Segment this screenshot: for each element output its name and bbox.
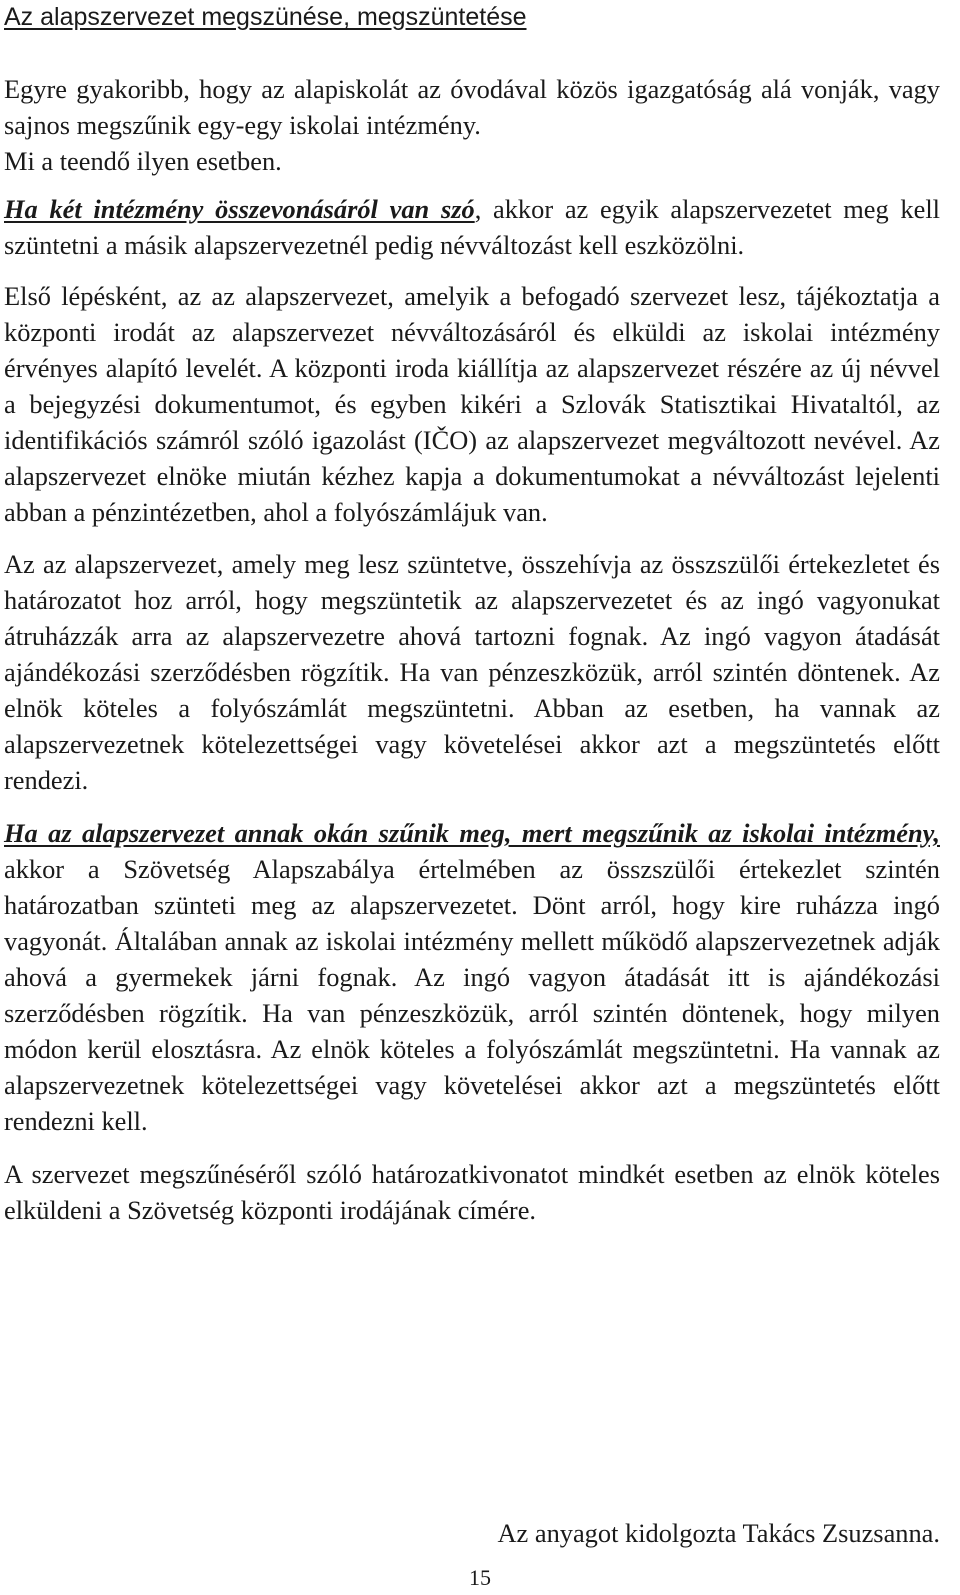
final-paragraph: A szervezet megszűnéséről szóló határozatkivonatot mindkét esetben az elnök köteles elküldeni a Szövetség központi irodájának címére. — [4, 1159, 940, 1225]
page-number: 15 — [469, 1565, 491, 1590]
case1-paragraph — [4, 191, 940, 263]
author-signature: Az anyagot kidolgozta Takács Zsuzsanna. — [497, 1518, 940, 1548]
case2-paragraph — [4, 815, 940, 1139]
steps-paragraph: Első lépésként, az az alapszervezet, amelyik a befogadó szervezet lesz, tájékoztatja a központi irodát az alapszervezet névváltozásáról és elküldi az iskolai intézmény érvényes alapító levelét. A központi iroda kiállítja az alapszervezet részére az új névvel a bejegyzési dokumentumot, és egyben kikéri a Szlovák Statisztikai Hivataltól, az identifikációs számról szóló igazolást (IČO) az alapszervezet megváltozott nevével. Az alapszervezet elnöke miután kézhez kapja a dokumentumokat a névváltozást lejelenti abban a pénzintézetben, ahol a folyószámlájuk van. — [4, 281, 940, 527]
case2-heading: Ha az alapszervezet annak okán szűnik meg, mert megszűnik az iskolai intézmény, — [4, 818, 940, 848]
document-page — [4, 0, 940, 1228]
dissolve-paragraph: Az az alapszervezet, amely meg lesz szüntetve, összehívja az összszülői értekezletet és határozatot hoz arról, hogy megszüntetik az alapszervezetet és az ingó vagyonukat átruházzák arra az alapszervezetre ahová tartozni fognak. Az ingó vagyon átadását ajándékozási szerződésben rögzítik. Ha van pénzeszközük, arról szintén döntenek. Az elnök köteles a folyószámlát megszüntetni. Abban az esetben, ha vannak az alapszervezetnek kötelezettségei vagy követelései akkor azt a megszüntetés előtt rendezi. — [4, 549, 940, 795]
case1-heading: Ha két intézmény összevonásáról van szó — [4, 194, 475, 224]
intro-paragraph: Egyre gyakoribb, hogy az alapiskolát az óvodával közös igazgatóság alá vonják, vagy sajnos megszűnik egy-egy iskolai intézmény. — [4, 74, 940, 140]
document-title: Az alapszervezet megszünése, megszüntetése — [4, 3, 527, 31]
case2-text: akkor a Szövetség Alapszabálya értelmében az összszülői értekezlet szintén határozatban szünteti meg az alapszervezetet. Dönt arról, hogy kire ruházza ingó vagyonát. Általában annak az iskolai intézmény mellett működő alapszervezetnek adják ahová a gyermekek járni fognak. Az ingó vagyon átadását itt is ajándékozási szerződésben rögzítik. Ha van pénzeszközük, arról szintén döntenek, hogy milyen módon kerül elosztásra. Az elnök köteles a folyószámlát megszüntetni. Ha vannak az alapszervezetnek kötelezettségei vagy követelései akkor azt a megszüntetés előtt rendezni kell. — [4, 854, 940, 1136]
case1-text: , akkor az egyik alapszervezetet meg kell szüntetni a másik alapszervezetnél pedig névváltozást kell eszközölni. — [4, 194, 940, 260]
question-paragraph: Mi a teendő ilyen esetben. — [4, 146, 282, 176]
